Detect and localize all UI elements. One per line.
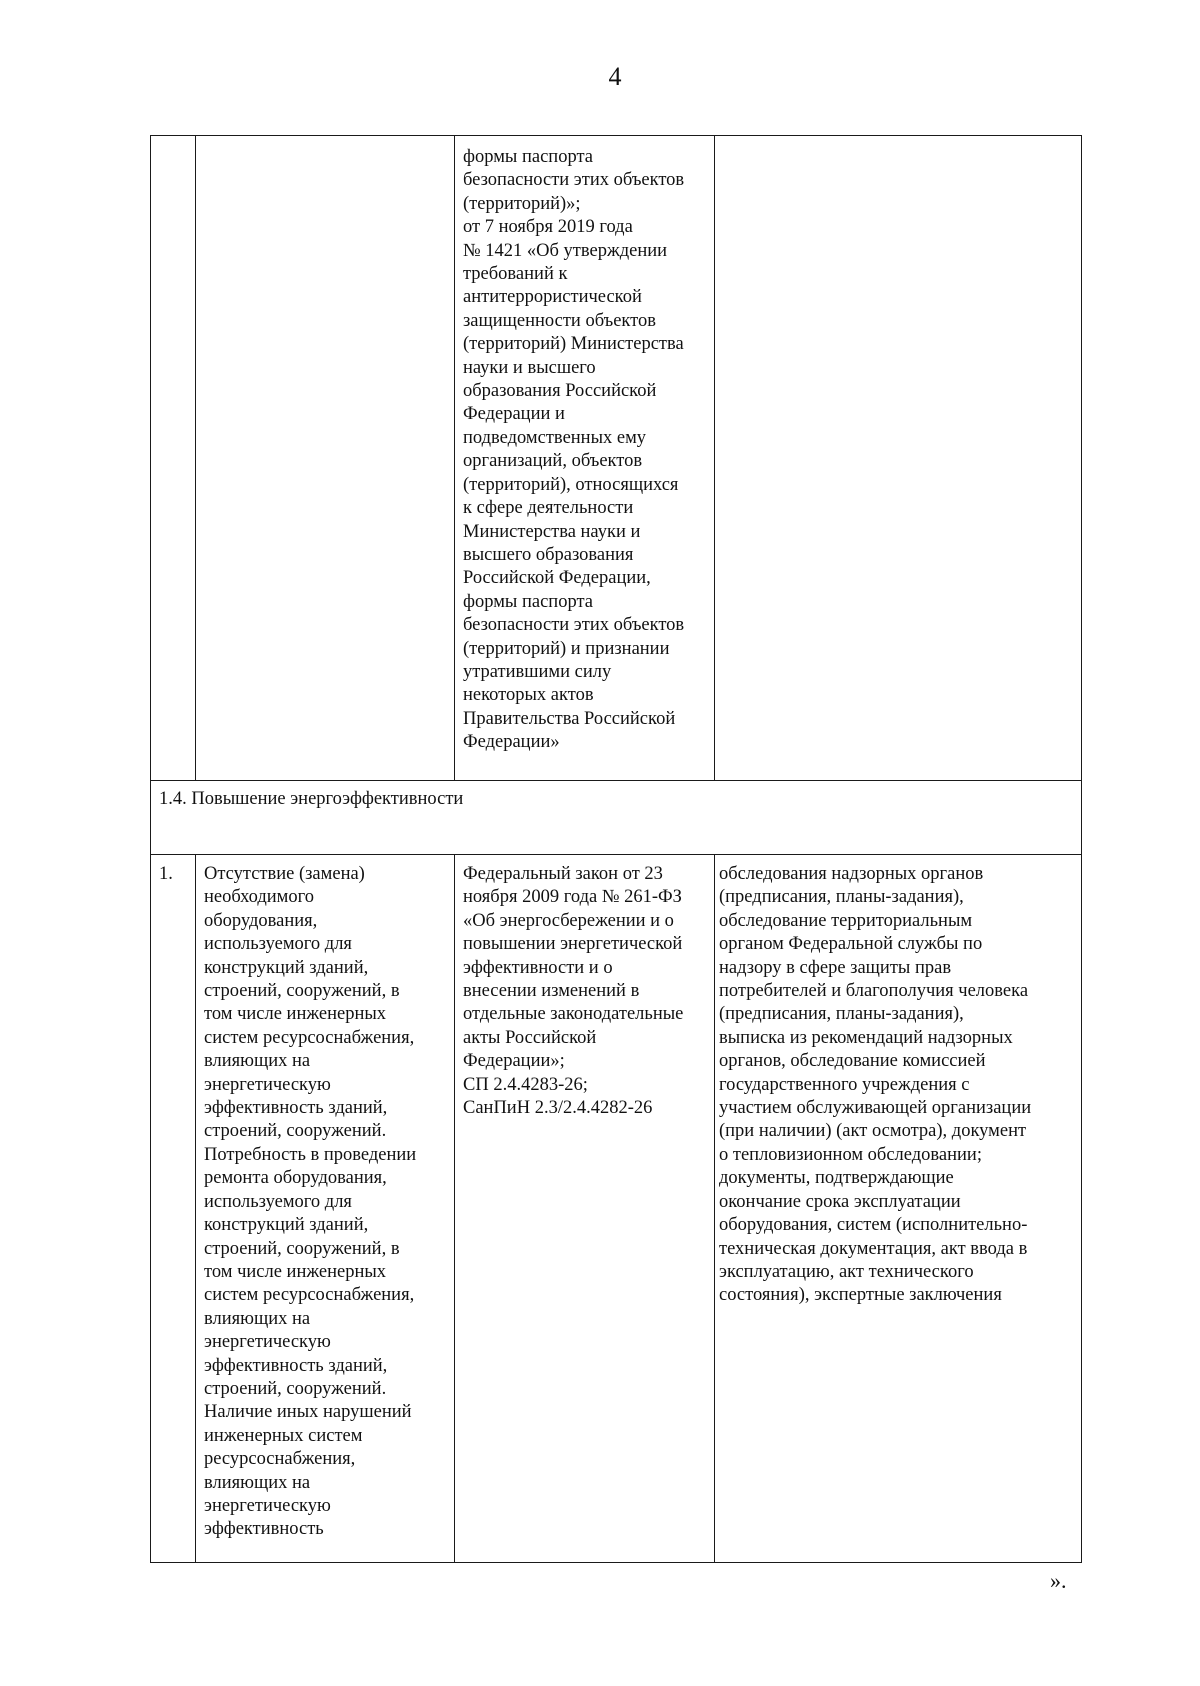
table-row-continuation bbox=[151, 136, 1082, 781]
legal-basis-text: формы паспорта безопасности этих объектов (территорий)»; от 7 ноября 2019 года № 1421 «Об утверждении требований к антитеррористической защищенности объектов (территорий) Министерства науки и высшего образования Российской Федерации и подведомственных ему организаций, объектов (территорий), относящихся к сфере деятельности Министерства науки и высшего образования Российской Федерации, формы паспорта безопасности этих объектов (территорий) и признании утратившими силу некоторых актов Правительства Российской Федерации» bbox=[463, 147, 685, 753]
section-heading-row bbox=[151, 781, 1082, 855]
page-number: 4 bbox=[608, 62, 622, 91]
legal-basis-cell bbox=[455, 855, 715, 1563]
problem-text: Отсутствие (замена) необходимого оборудования, используемого для конструкций зданий, строений, сооружений, в том числе инженерных систем ресурсоснабжения, влияющих на энергетическую эффективность зданий, строений, сооружений. Потребность в проведении ремонта оборудования, используемого для конструкций зданий, строений, сооружений, в том числе инженерных систем ресурсоснабжения, влияющих на энергетическую эффективность зданий, строений, сооружений. Наличие иных нарушений инженерных систем ресурсоснабжения, влияющих на энергетическую эффективность bbox=[204, 864, 417, 1540]
row-number-cell bbox=[151, 136, 196, 781]
row-number-cell bbox=[151, 855, 196, 1563]
section-heading: 1.4. Повышение энергоэффективности bbox=[151, 781, 1082, 855]
legal-basis-cell bbox=[455, 136, 715, 781]
requirements-table bbox=[150, 135, 1082, 1563]
problem-cell bbox=[196, 855, 455, 1563]
legal-basis-text: Федеральный закон от 23 ноября 2009 года № 261-ФЗ «Об энергосбережении и о повышении энергетической эффективности и о внесении изменений в отдельные законодательные акты Российской Федерации»; СП 2.4.4283-26; СанПиН 2.3/2.4.4282-26 bbox=[463, 864, 684, 1119]
row-number: 1. bbox=[159, 864, 173, 884]
documents-cell bbox=[715, 136, 1082, 781]
table-row bbox=[151, 855, 1082, 1563]
problem-cell bbox=[196, 136, 455, 781]
closing-quote-mark: ». bbox=[1050, 1568, 1067, 1593]
documents-text: обследования надзорных органов (предписания, планы-задания), обследование территориальным органом Федеральной службы по надзору в сфере защиты прав потребителей и благополучия человека (предписания, планы-задания), выписка из рекомендаций надзорных органов, обследование комиссией государственного учреждения с участием обслуживающей организации (при наличии) (акт осмотра), документ о тепловизионном обследовании; документы, подтверждающие окончание срока эксплуатации оборудования, систем (исполнительно- техническая документация, акт ввода в эксплуатацию, акт технического состояния), экспертные заключения bbox=[719, 864, 1032, 1306]
documents-cell bbox=[715, 855, 1082, 1563]
